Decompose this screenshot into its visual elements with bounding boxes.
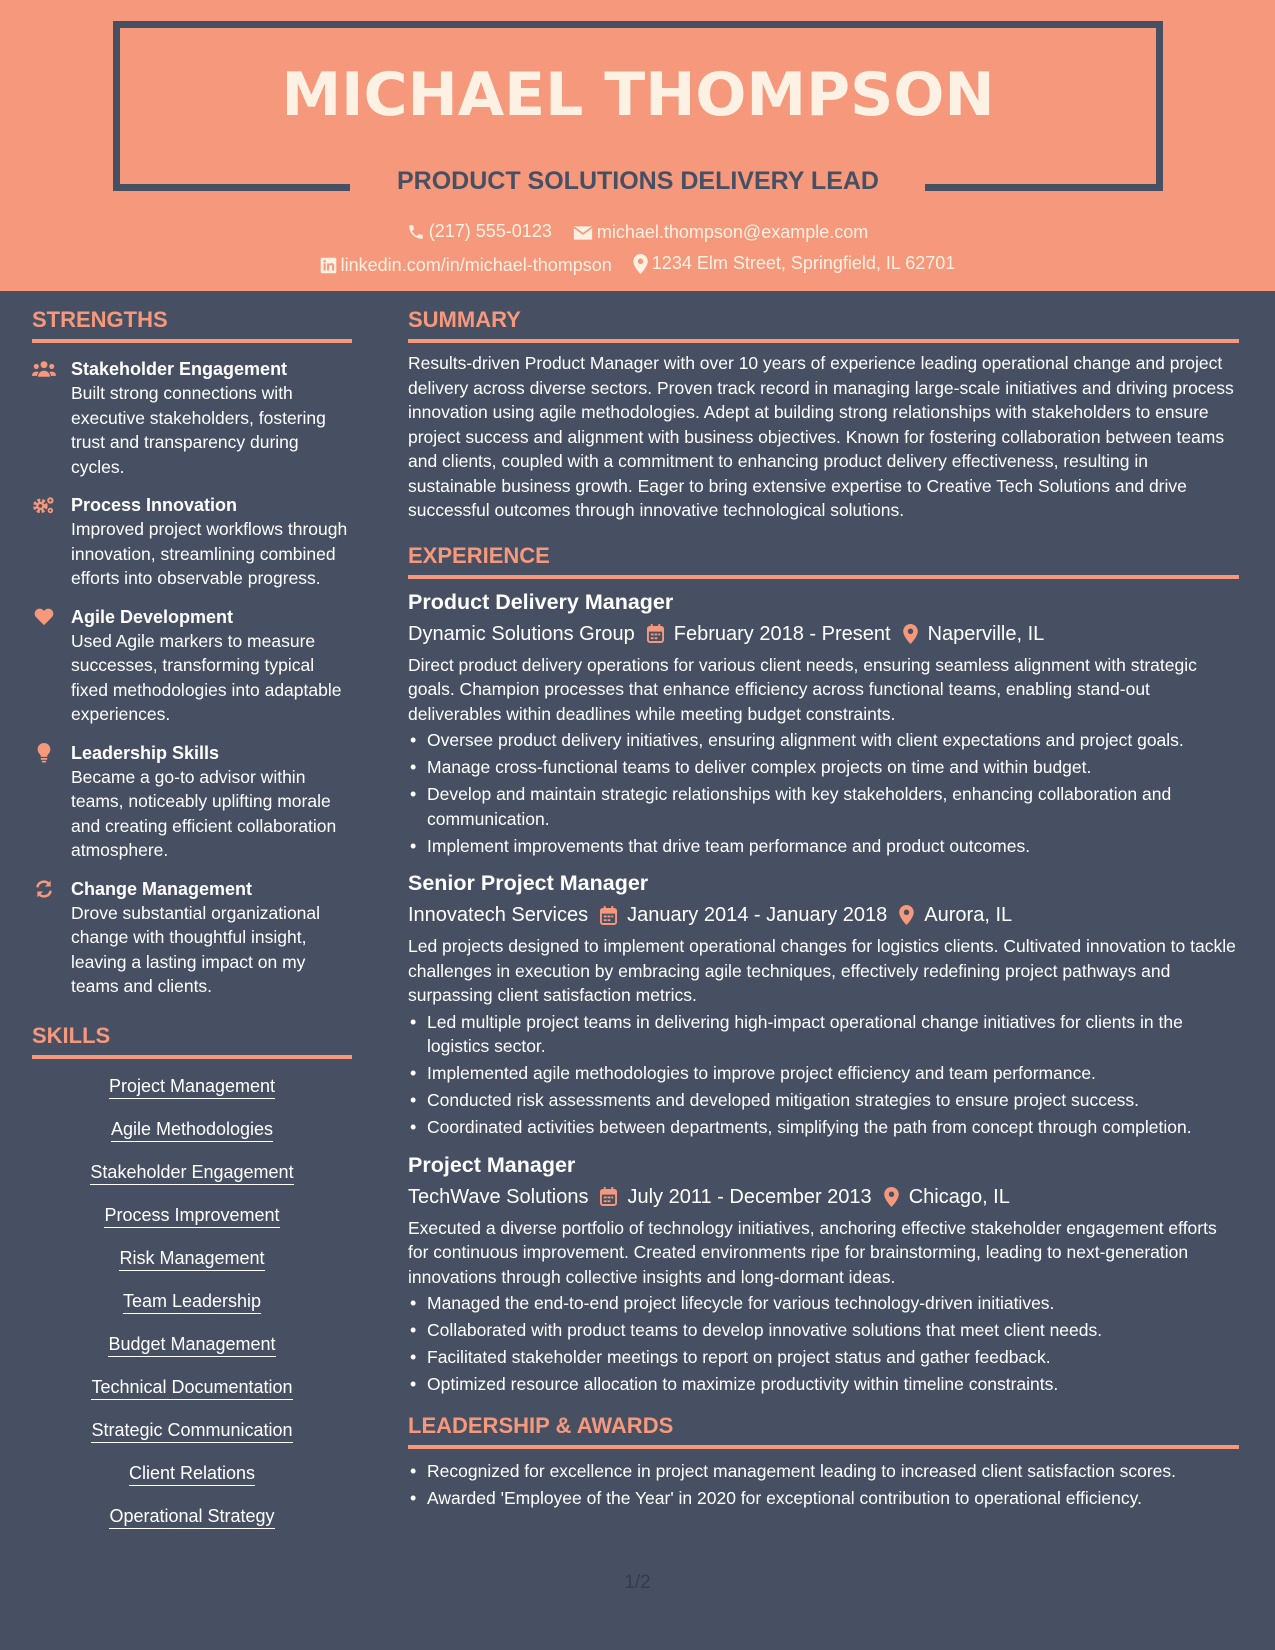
map-marker-icon bbox=[884, 1187, 899, 1207]
skill-tag: Operational Strategy bbox=[109, 1505, 274, 1529]
job-bullets bbox=[408, 1291, 1239, 1397]
skills-heading: SKILLS bbox=[32, 1022, 111, 1048]
phone-text: (217) 555-0123 bbox=[428, 221, 552, 241]
experience-heading: EXPERIENCE bbox=[408, 542, 550, 568]
job-dates: January 2014 - January 2018 bbox=[627, 904, 888, 926]
section-divider bbox=[408, 339, 1239, 343]
job-title: Product Delivery Manager bbox=[408, 589, 674, 614]
job-dates: February 2018 - Present bbox=[673, 622, 891, 645]
job-bullet: • Managed the end-to-end project lifecycle for various technology-driven initiatives. bbox=[408, 1291, 1239, 1316]
linkedin-icon bbox=[320, 257, 337, 274]
job-location: Chicago, IL bbox=[908, 1185, 1010, 1208]
phone-icon bbox=[407, 223, 425, 241]
summary-section bbox=[408, 305, 1239, 523]
strengths-section bbox=[32, 305, 352, 999]
strength-item bbox=[32, 877, 352, 999]
summary-heading: SUMMARY bbox=[408, 307, 521, 332]
page-number: 1/2 bbox=[624, 1572, 651, 1593]
lightbulb-icon bbox=[32, 743, 56, 763]
linkedin-contact[interactable] bbox=[320, 255, 612, 276]
skill-tag: Client Relations bbox=[129, 1462, 255, 1486]
linkedin-text: linkedin.com/in/michael-thompson bbox=[340, 254, 612, 275]
header-frame bbox=[1156, 21, 1163, 191]
sync-icon bbox=[32, 879, 56, 899]
skills-section bbox=[32, 1021, 352, 1529]
job-bullet: • Implement improvements that drive team performance and product outcomes. bbox=[408, 834, 1239, 859]
heart-icon bbox=[32, 607, 56, 627]
job-dates: July 2011 - December 2013 bbox=[627, 1185, 872, 1208]
strength-description: Improved project workflows through innovation, streamlining combined efforts into observable progress. bbox=[71, 519, 348, 588]
job-location: Aurora, IL bbox=[924, 904, 1013, 926]
job-bullet: • Coordinated activities between departments, simplifying the path from concept through completion. bbox=[408, 1115, 1239, 1140]
job-description: Led projects designed to implement operational changes for logistics clients. Cultivated innovation to tackle challenges in execution by embracing agile techniques, effectively redefining project pathways and surpassing client satisfaction metrics. bbox=[408, 936, 1236, 1005]
map-marker-icon bbox=[899, 905, 914, 925]
job-company: TechWave Solutions bbox=[408, 1185, 589, 1208]
strength-description: Built strong connections with executive stakeholders, fostering trust and transparency during cycles. bbox=[71, 383, 326, 477]
job-description: Direct product delivery operations for various client needs, ensuring seamless alignment with strategic goals. Champion processes that enhance efficiency across functional teams, enabling stand-out deliverables within deadlines while meeting budget constraints. bbox=[408, 654, 1197, 724]
job-bullet: • Conducted risk assessments and developed mitigation strategies to ensure project success. bbox=[408, 1088, 1239, 1113]
skill-list bbox=[32, 1059, 352, 1529]
strength-title: Agile Development bbox=[71, 606, 234, 627]
job-company: Dynamic Solutions Group bbox=[408, 622, 635, 645]
strengths-heading: STRENGTHS bbox=[32, 307, 168, 332]
strength-item bbox=[32, 741, 352, 863]
awards-list bbox=[408, 1459, 1239, 1511]
job-bullet: • Collaborated with product teams to develop innovative solutions that meet client needs. bbox=[408, 1318, 1239, 1343]
job-meta bbox=[408, 619, 1239, 649]
strength-title: Change Management bbox=[71, 878, 253, 899]
strength-description: Used Agile markers to measure successes, transforming typical fixed methodologies into adaptable experiences. bbox=[71, 630, 342, 724]
phone-contact[interactable] bbox=[407, 221, 552, 242]
left-column bbox=[32, 305, 352, 1548]
job-bullet: • Led multiple project teams in delivering high-impact operational change initiatives for clients in the logistics sector. bbox=[408, 1010, 1239, 1059]
job-company: Innovatech Services bbox=[408, 904, 589, 926]
job-bullet: • Develop and maintain strategic relationships with key stakeholders, enhancing collaboration and communication. bbox=[408, 782, 1239, 831]
header-frame bbox=[113, 21, 1163, 28]
map-marker-icon bbox=[633, 254, 648, 274]
job-entry bbox=[408, 868, 1239, 1140]
summary-text: Results-driven Product Manager with over 10 years of experience leading operational change and project delivery across diverse sectors. Proven track record in managing large-scale initiatives and driving process innovation using agile methodologies. Adept at building strong relationships with stakeholders to ensure project success and alignment with business objectives. Known for fostering collaboration between teams and clients, coupled with a commitment to enhancing product delivery effectiveness, resulting in sustainable business growth. Eager to bring extensive expertise to Creative Tech Solutions and drive successful outcomes through innovative technological solutions. bbox=[408, 353, 1234, 520]
strength-description: Became a go-to advisor within teams, noticeably uplifting morale and creating efficient collaboration atmosphere. bbox=[71, 766, 337, 860]
skill-tag: Agile Methodologies bbox=[111, 1118, 273, 1142]
section-divider bbox=[408, 1445, 1239, 1449]
strength-item bbox=[32, 493, 352, 591]
job-bullets bbox=[408, 728, 1239, 858]
calendar-icon bbox=[600, 906, 617, 925]
contact-row bbox=[0, 221, 1275, 246]
job-location: Naperville, IL bbox=[927, 622, 1045, 645]
calendar-icon bbox=[600, 1187, 617, 1206]
strength-description: Drove substantial organizational change with thoughtful insight, leaving a lasting impact on my teams and clients. bbox=[71, 902, 321, 996]
job-entry bbox=[408, 1150, 1239, 1397]
right-column bbox=[408, 305, 1239, 1513]
awards-heading: LEADERSHIP & AWARDS bbox=[408, 1412, 674, 1438]
award-item: • Awarded 'Employee of the Year' in 2020 for exceptional contribution to operational efficiency. bbox=[408, 1486, 1239, 1511]
candidate-title: PRODUCT SOLUTIONS DELIVERY LEAD bbox=[397, 167, 879, 195]
strength-title: Process Innovation bbox=[71, 495, 238, 515]
job-meta bbox=[408, 1182, 1239, 1212]
section-divider bbox=[32, 339, 352, 343]
header-frame bbox=[113, 21, 120, 191]
job-bullet: • Facilitated stakeholder meetings to report on project status and gather feedback. bbox=[408, 1345, 1239, 1370]
users-icon bbox=[32, 359, 56, 379]
skill-tag: Technical Documentation bbox=[91, 1376, 292, 1400]
envelope-icon bbox=[573, 225, 593, 241]
job-description: Executed a diverse portfolio of technology initiatives, anchoring effective stakeholder engagement efforts for continuous improvement. Created environments ripe for brainstorming, leading to next-generation innovations through collective insights and long-dormant ideas. bbox=[408, 1217, 1217, 1287]
candidate-name: MICHAEL THOMPSON bbox=[281, 60, 995, 130]
job-entry bbox=[408, 587, 1239, 859]
contact-row bbox=[0, 253, 1275, 279]
cogs-icon bbox=[32, 495, 56, 515]
job-title: Project Manager bbox=[408, 1152, 576, 1177]
strength-title: Leadership Skills bbox=[71, 742, 220, 763]
skill-tag: Risk Management bbox=[119, 1247, 264, 1271]
job-title: Senior Project Manager bbox=[408, 871, 649, 895]
award-item: • Recognized for excellence in project management leading to increased client satisfaction scores. bbox=[408, 1459, 1239, 1484]
skill-tag: Stakeholder Engagement bbox=[90, 1161, 293, 1185]
job-bullets bbox=[408, 1010, 1239, 1140]
awards-section bbox=[408, 1411, 1239, 1511]
address-contact bbox=[633, 253, 956, 274]
skill-tag: Process Improvement bbox=[104, 1204, 279, 1228]
job-bullet: • Oversee product delivery initiatives, ensuring alignment with client expectations and project goals. bbox=[408, 728, 1239, 753]
job-bullet: • Manage cross-functional teams to deliver complex projects on time and within budget. bbox=[408, 755, 1239, 780]
address-text: 1234 Elm Street, Springfield, IL 62701 bbox=[651, 253, 956, 273]
skill-tag: Team Leadership bbox=[123, 1290, 261, 1314]
strength-title: Stakeholder Engagement bbox=[71, 359, 288, 379]
section-divider bbox=[408, 575, 1239, 579]
calendar-icon bbox=[647, 624, 664, 643]
email-contact[interactable] bbox=[573, 222, 868, 243]
strength-item bbox=[32, 605, 352, 727]
strength-item bbox=[32, 357, 352, 479]
skill-tag: Project Management bbox=[109, 1075, 275, 1099]
skill-tag: Budget Management bbox=[108, 1333, 275, 1357]
job-bullet: • Optimized resource allocation to maximize productivity within timeline constraints. bbox=[408, 1372, 1239, 1397]
header-banner bbox=[0, 0, 1275, 291]
skill-tag: Strategic Communication bbox=[91, 1419, 292, 1443]
map-marker-icon bbox=[903, 624, 918, 644]
email-text: michael.thompson@example.com bbox=[596, 222, 869, 242]
job-bullet: • Implemented agile methodologies to improve project efficiency and team performance. bbox=[408, 1061, 1239, 1086]
job-meta bbox=[408, 900, 1239, 930]
experience-section bbox=[408, 541, 1239, 1397]
